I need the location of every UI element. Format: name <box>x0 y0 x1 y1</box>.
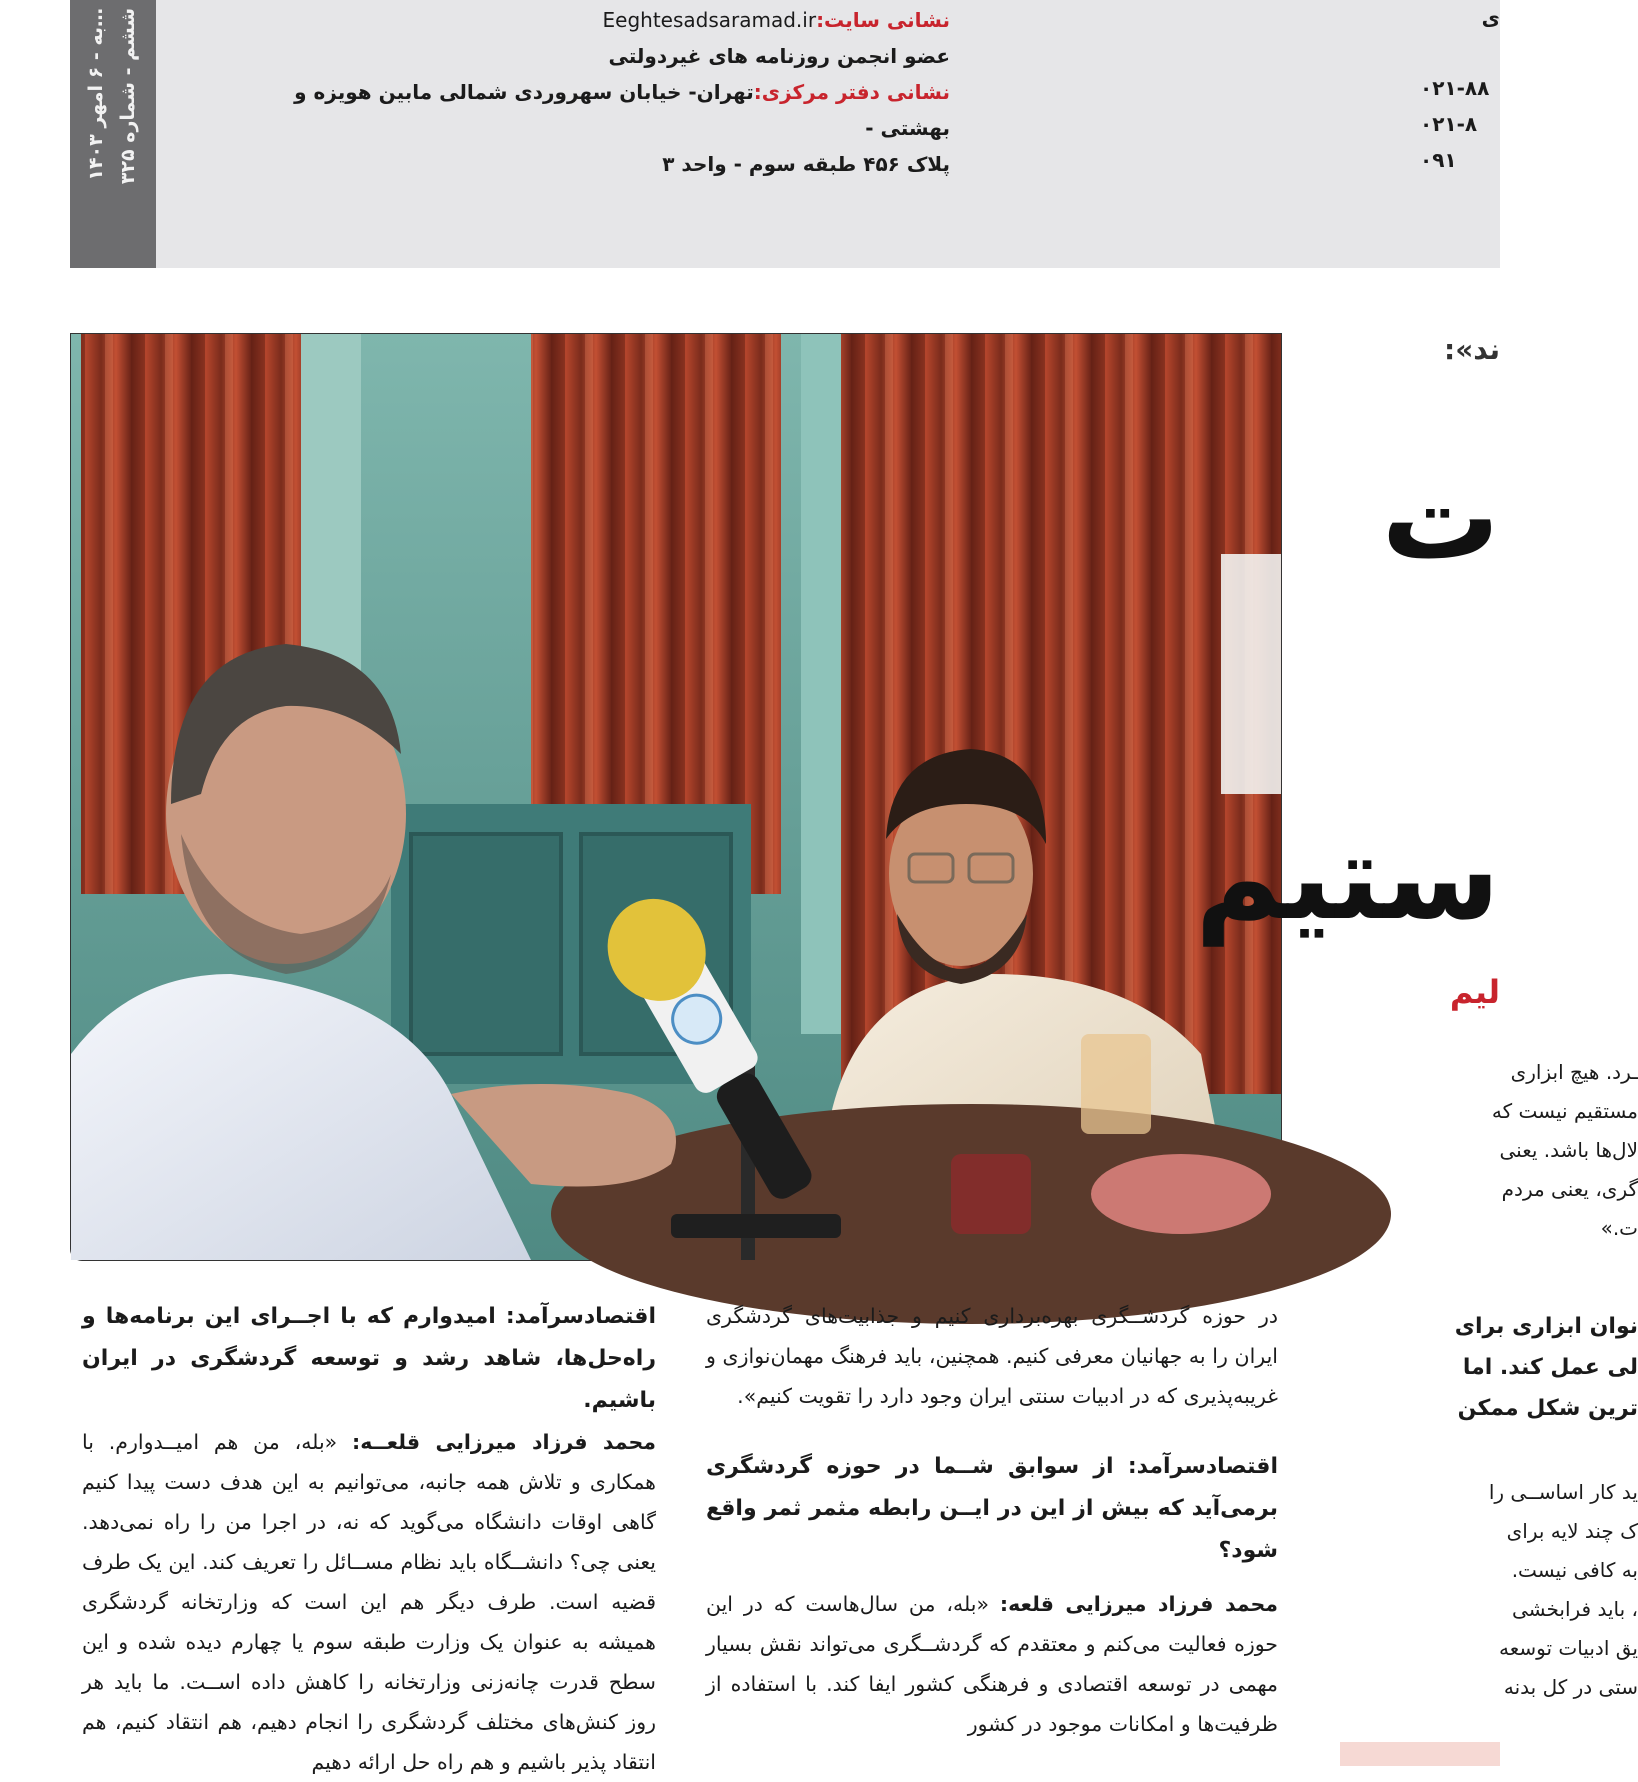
left-question: اقتصادسرآمد: امیدوارم که با اجــرای این برنامه‌ها و راه‌حل‌ها، شاهد رشد و توسعه گردشگری در ایران باشیم. <box>82 1304 656 1413</box>
headline-line-1: ت <box>1381 448 1500 586</box>
mid-speaker: محمد فرزاد میرزایی قلعه: <box>999 1592 1278 1616</box>
right-intro-2: مستقیم نیست که <box>1491 1099 1638 1123</box>
left-answer <box>82 1422 656 1782</box>
right-bold-1: نوان ابزاری برای <box>1454 1314 1638 1339</box>
mid-paragraph: در حوزه گردشــگری بهره‌برداری کنیم و جذابیت‌های گردشگری ایران را به جهانیان معرفی کنیم. همچنین، باید فرهنگ مهمان‌نوازی و غریبه‌پذیری که در ادبیات سنتی ایران وجود دارد را تقویت کنیم». <box>706 1304 1278 1408</box>
right-body-1: ید کار اساســی را <box>1488 1480 1638 1504</box>
right-bold-3: ترین شکل ممکن <box>1457 1396 1638 1421</box>
association-line: عضو انجمن روزنامه های غیردولتی <box>608 44 950 68</box>
mid-answer <box>706 1584 1278 1744</box>
right-body-4: ، باید فرابخشی <box>1511 1597 1638 1621</box>
subheadline: لیم <box>1449 973 1500 1011</box>
headline-line-2: ستیم <box>1195 808 1500 946</box>
site-label: نشانی سایت: <box>816 8 950 32</box>
phone-numbers <box>1420 70 1500 178</box>
site-url[interactable]: Eeghtesadsaramad.ir <box>602 8 817 32</box>
article-kicker: ند»: <box>1444 333 1500 366</box>
right-body-6: ستی در کل بدنه <box>1503 1675 1638 1699</box>
issue-date: …به - ۶ امهر ۱۴۰۳ ششم - شماره ۳۲۵ <box>85 8 139 185</box>
right-intro-3: لال‌ها باشد. یعنی <box>1499 1138 1638 1162</box>
site-line <box>230 2 950 38</box>
right-intro-4: گری، یعنی مردم <box>1501 1177 1638 1201</box>
left-column <box>82 1296 656 1774</box>
right-bold-2: لی عمل کند. اما <box>1462 1355 1638 1380</box>
phone-3: ۰۹۱ <box>1420 148 1457 172</box>
right-column <box>1195 333 1638 1766</box>
right-intro-5: ت.» <box>1600 1216 1638 1240</box>
phone-1: ۰۲۱-۸۸ <box>1420 76 1490 100</box>
left-answer-text: «بله، من هم امیــدوارم. با همکاری و تلاش همه جانبه، می‌توانیم به این هدف دست پیدا کنیم گاهی اوقات دانشگاه می‌گوید که نه، در اجرا من را راه نمی‌دهد. یعنی چی؟ دانشــگاه باید نظام مســائل را تعریف کند. این یک طرف قضیه است. طرف دیگر هم این است که وزارتخانه گردشگری همیشه به عنوان یک وزارت طبقه سوم یا چهارم دیده شده و این سطح قدرت چانه‌زنی وزارتخانه را کاهش داده اســت. ما باید هر روز کنش‌های مختلف گردشگری را انجام دهیم، هم انتقاد کنیم، هم انتقاد پذیر باشیم و هم راه حل ارائه دهیم <box>82 1430 656 1774</box>
mid-question: اقتصادسرآمد: از سوابق شــما در حوزه گردشگری برمی‌آید که بیش از این در ایــن رابطه مثمر ثمر واقع شود؟ <box>706 1454 1278 1563</box>
office-address: تهران- خیابان سهروردی شمالی مابین هویزه و بهشتی - <box>294 80 950 140</box>
office-line-2: پلاک ۴۵۶ طبقه سوم - واحد ۳ <box>662 152 950 176</box>
office-line <box>230 74 950 146</box>
masthead-fragment: ی <box>1481 6 1500 30</box>
right-body-3: به کافی نیست. <box>1511 1558 1638 1582</box>
publisher-info <box>230 2 950 182</box>
left-speaker: محمد فرزاد میرزایی قلعــه: <box>352 1430 656 1454</box>
middle-column <box>706 1296 1278 1766</box>
right-body-2: ک چند لایه برای <box>1506 1519 1638 1543</box>
mid-answer-text: «بله، من سال‌هاست که در این حوزه فعالیت می‌کنم و معتقدم که گردشــگری می‌تواند نقش بسیار مهمی در توسعه اقتصادی و فرهنگی کشور ایفا کند. با استفاده از ظرفیت‌ها و امکانات موجود در کشور <box>706 1592 1278 1736</box>
sidebar-box <box>1340 1742 1500 1766</box>
date-sidebar <box>70 0 156 268</box>
right-intro-1: ـرد. هیچ ابزاری <box>1510 1060 1638 1084</box>
phone-2: ۰۲۱-۸ <box>1420 112 1478 136</box>
right-body-5: یق ادبیات توسعه <box>1499 1636 1638 1660</box>
office-label: نشانی دفتر مرکزی: <box>753 80 950 104</box>
